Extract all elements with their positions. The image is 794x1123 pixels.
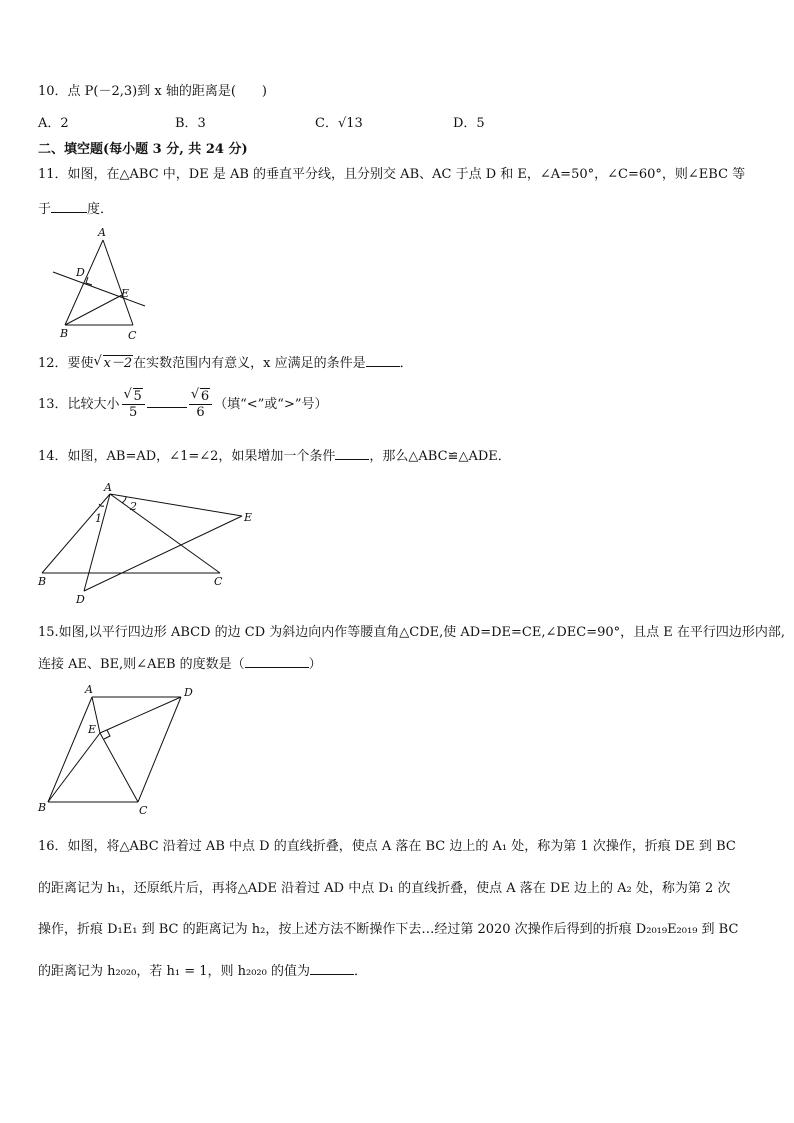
q16-answer-blank[interactable] (310, 962, 354, 975)
q10-option-c: C．√13 (315, 116, 363, 131)
q16-line4-pre: 的距离记为 h₂₀₂₀，若 h₁ = 1，则 h₂₀₂₀ 的值为 (38, 964, 310, 979)
q14-text-post: ，那么△ABC≌△ADE． (369, 449, 511, 464)
q15-line2-post: ） (308, 657, 322, 672)
q13-pre: 13．比较大小 (38, 397, 120, 412)
q16-line2: 的距离记为 h₁，还原纸片后，再将△ADE 沿着过 AD 中点 D₁ 的直线折叠，使点 A 落在 DE 边上的 A₂ 处，称为第 2 次 (38, 881, 731, 896)
q12-pre: 12．要使 (38, 356, 94, 371)
q15-label-a: A (85, 683, 93, 696)
q15-label-e: E (88, 723, 97, 736)
q11-label-b: B (60, 327, 69, 340)
q11-line2-pre: 于 (38, 202, 52, 217)
q13-fraction-2: √ 6 6 (189, 389, 212, 420)
q14-label-a: A (104, 481, 112, 494)
q15-label-b: B (38, 801, 47, 814)
q11-line2-post: 度． (87, 202, 114, 217)
q13-fraction-1: √ 5 5 (122, 389, 145, 420)
q10-option-d: D．5 (453, 116, 485, 131)
q11-line1: 11．如图，在△ABC 中，DE 是 AB 的垂直平分线，且分别交 AB、AC 于点 D 和 E，∠A=50°，∠C=60°，则∠EBC 等 (38, 167, 746, 182)
q10-option-a: A．2 (38, 116, 69, 131)
q12-radicand: x－2 (103, 356, 133, 371)
q13-frac1-den: 5 (129, 405, 138, 420)
q16-line1: 16．如图，将△ABC 沿着过 AB 中点 D 的直线折叠，使点 A 落在 BC 边上的 A₁ 处，称为第 1 次操作，折痕 DE 到 BC (38, 839, 736, 854)
q16-line4-post: ． (353, 964, 367, 979)
q16-line3: 操作，折痕 D₁E₁ 到 BC 的距离记为 h₂，按上述方法不断操作下去…经过第 2020 次操作后得到的折痕 D₂₀₁₉E₂₀₁₉ 到 BC (38, 922, 739, 937)
q11-label-a: A (98, 226, 106, 239)
section-title-fill-in: 二、填空题(每小题 3 分, 共 24 分) (38, 142, 248, 157)
q15-line2-pre: 连接 AE、BE,则∠AEB 的度数是（ (38, 657, 245, 672)
q14-label-e: E (244, 511, 253, 524)
q15-line1: 15.如图,以平行四边形 ABCD 的边 CD 为斜边向内作等腰直角△CDE,使 AD=DE=CE,∠DEC=90°，且点 E 在平行四边形内部, (38, 625, 786, 640)
q13-frac1-num: 5 (133, 389, 142, 404)
q15-label-c: C (139, 804, 148, 817)
q14-label-angle-2: 2 (130, 500, 137, 513)
q14-label-c: C (214, 575, 223, 588)
q12-end: ． (399, 356, 413, 371)
q13-frac2-den: 6 (196, 405, 205, 420)
q11-label-d: D (76, 266, 85, 279)
q10-stem: 10．点 P(－2,3)到 x 轴的距离是( ) (38, 84, 267, 99)
q16-line4 (38, 962, 367, 981)
q11-label-e: E (121, 287, 130, 300)
q13-frac2-num: 6 (200, 389, 210, 404)
q10-option-b: B．3 (175, 116, 206, 131)
q12-radical: √ x－2 (93, 354, 133, 371)
q15-label-d: D (184, 686, 193, 699)
q11-label-c: C (128, 329, 137, 342)
q13-post: （填“<”或“>”号） (214, 397, 328, 412)
q14-label-angle-1: 1 (95, 512, 102, 525)
q12-post: 在实数范围内有意义，x 应满足的条件是 (133, 356, 366, 371)
q14-text-pre: 14．如图，AB=AD，∠1=∠2，如果增加一个条件 (38, 449, 336, 464)
q14-label-b: B (38, 575, 47, 588)
q14-label-d: D (76, 593, 85, 606)
